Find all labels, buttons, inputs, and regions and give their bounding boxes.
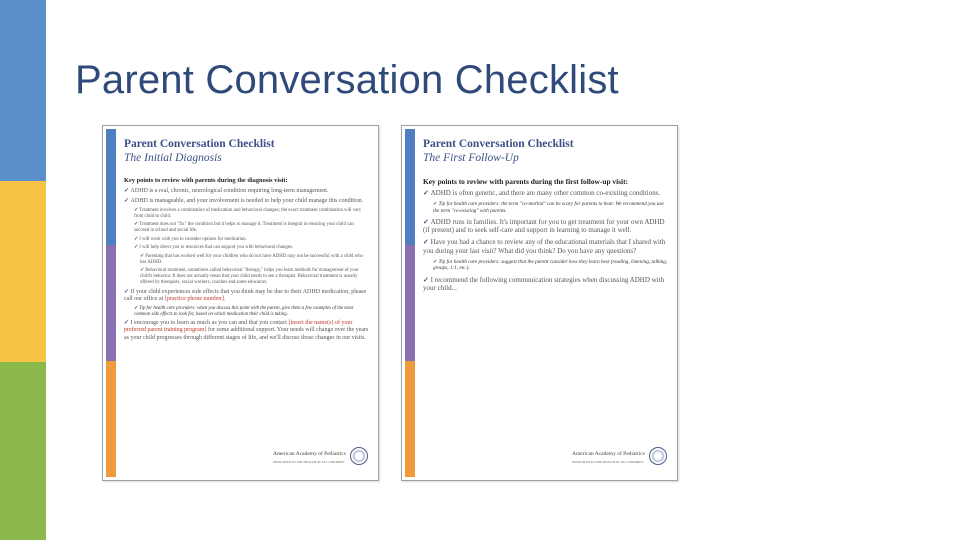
checklist-item-text: Parenting that has worked well for your children who do not have ADHD may not be successful with a child who has ADHD. [140,253,363,265]
checklist-item [423,201,669,214]
doc-section-heading: Key points to review with parents during the diagnosis visit: [124,177,288,184]
checkmark-icon: ✓ [134,245,140,251]
doc-strip-blue [106,129,116,245]
checklist-item [124,254,370,266]
doc-title: Parent Conversation Checklist [124,138,275,150]
checkmark-icon: ✓ [134,222,140,228]
checkmark-icon: ✓ [124,288,131,295]
checklist-item [124,245,370,251]
aap-logo [572,447,667,471]
checklist-item-text: Tip for health care providers: the term "co-morbid" can be scary for parents to hear. We recommend you use the term "co-existing" with parents. [433,201,664,214]
accent-bar-green [0,362,46,540]
checklist-item-text: Tip for health care providers: when you discuss this point with the parent, give them a few examples of the most common side effects to look for, based on which medication their child is taking. [134,305,354,317]
checklist-item [124,320,370,342]
checklist-item-text: If your child experiences side effects that you think may be due to their ADHD medication, please call our office at [124,288,367,302]
aap-seal-icon [649,447,667,465]
checkmark-icon: ✓ [433,258,439,265]
checklist-item [423,218,669,234]
checklist-item-text: ADHD is manageable, and your involvement is needed to help your child manage this condition. [130,197,364,204]
aap-logo-name: American Academy of Pediatrics [273,451,346,457]
checklist-item-text: Behavioral treatment, sometimes called behavioral "therapy," helps you learn methods for management of your child's behavior. It does not actually mean that your child needs to see a therapist. Behavioral treatment is usually offered by therapists, social workers, coaches and some educators. [140,268,359,286]
checkmark-icon: ✓ [423,218,431,227]
checklist-item [423,259,669,272]
checklist-item [124,268,370,286]
aap-logo-tagline: DEDICATED TO THE HEALTH OF ALL CHILDREN [572,460,644,464]
checklist-item-text: ADHD runs in families. It's important for you to get treatment for your own ADHD (if present) and to seek self-care and support in learning to manage it well. [423,218,665,235]
checkmark-icon: ✓ [124,320,131,327]
aap-seal-icon [350,447,368,465]
placeholder-highlight: [practice phone number]. [164,295,226,302]
checkmark-icon: ✓ [140,268,146,274]
doc-checklist [124,188,370,342]
checklist-item [124,306,370,318]
checkmark-icon: ✓ [124,197,131,204]
doc-strip-orange [106,361,116,477]
checklist-initial-diagnosis-page [102,125,379,481]
aap-logo-name: American Academy of Pediatrics [572,451,645,457]
doc-title: Parent Conversation Checklist [423,138,574,150]
checklist-item-text: Tip for health care providers: suggest that the parent consider how they learn best (reading, listening, talking, groups, 1:1, etc.). [433,258,668,272]
doc-strip-orange [405,361,415,477]
doc-body [423,138,669,476]
checkmark-icon: ✓ [124,188,131,194]
checklist-item [124,198,370,205]
doc-color-strip [106,129,116,477]
aap-logo-tagline: DEDICATED TO THE HEALTH OF ALL CHILDREN [273,460,345,464]
checkmark-icon: ✓ [134,207,140,213]
checklist-first-follow-up-page [401,125,678,481]
checklist-item-text: ADHD is often genetic, and there are many other common co-existing conditions. [430,189,661,197]
doc-section-heading: Key points to review with parents during the first follow-up visit: [423,177,629,186]
checklist-item-text-tail: for some additional support. Your needs will change over the years as your child progresses through different stages of life, and we'll discuss those changes in our visits. [124,327,369,341]
checklist-item [124,289,370,304]
checkmark-icon: ✓ [423,189,431,197]
checkmark-icon: ✓ [134,305,140,311]
checklist-item [423,276,669,292]
checkmark-icon: ✓ [134,236,140,242]
checklist-item-text: I encourage you to learn as much as you can and that you contact [130,320,287,327]
placeholder-highlight: [insert the name(s) of your preferred parent training program] [124,320,353,334]
aap-logo [273,447,368,471]
checkmark-icon: ✓ [423,275,431,284]
doc-subtitle: The First Follow-Up [423,152,519,164]
checkmark-icon: ✓ [140,253,146,259]
checklist-item-text: Treatment involves a combination of medication and behavioral changes; the exact treatment combination will vary from child to child. [134,207,362,219]
checklist-item [124,188,370,195]
accent-bar-blue [0,0,46,181]
checkmark-icon: ✓ [433,201,439,208]
doc-strip-purple [405,245,415,361]
checklist-item [423,238,669,254]
checkmark-icon: ✓ [423,238,431,247]
checklist-item [124,208,370,220]
doc-subtitle: The Initial Diagnosis [124,152,222,164]
checklist-item-text: I recommend the following communication strategies when discussing ADHD with your child... [423,275,665,292]
doc-body [124,138,370,476]
checklist-item-text: Have you had a chance to review any of the educational materials that I shared with you during your last visit? What did you think? Do you have any questions? [423,238,666,255]
checklist-item-text: I will work with you to consider options for medication. [139,236,247,242]
checklist-item [423,189,669,197]
checklist-item-text: Treatment does not "fix" the condition but it helps to manage it. Treatment is integral in ensuring your child can succeed in school and social life. [134,222,354,234]
doc-color-strip [405,129,415,477]
doc-strip-blue [405,129,415,245]
checklist-item [124,237,370,243]
left-accent-bar [0,0,46,540]
accent-bar-yellow [0,181,46,362]
checklist-item-text: ADHD is a real, chronic, neurological condition requiring long-term management. [130,188,329,194]
doc-checklist [423,189,669,292]
doc-strip-purple [106,245,116,361]
slide-title: Parent Conversation Checklist [75,58,619,102]
checklist-item [124,222,370,234]
checklist-item-text: I will help direct you to resources that can support you with behavioral changes. [139,245,293,251]
